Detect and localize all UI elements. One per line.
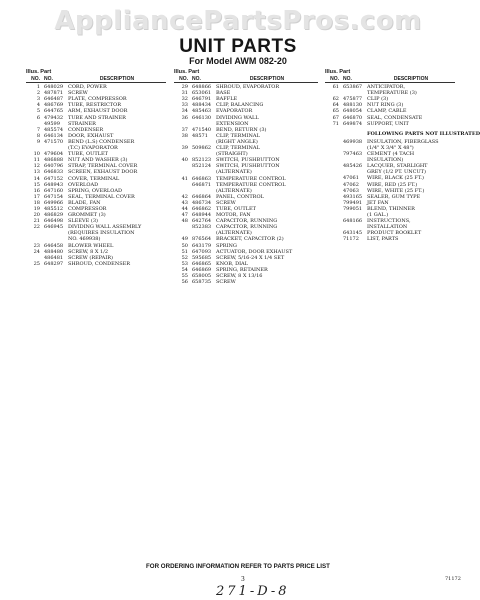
part-number: 479604 <box>44 151 64 158</box>
part-description: CORD, POWER <box>68 84 107 91</box>
parts-column-1 <box>26 69 166 267</box>
illus-number: 24 <box>33 248 40 255</box>
header-description: DESCRIPTION <box>99 75 135 82</box>
part-description: CLAMP, CABLE <box>367 108 407 115</box>
part-number: 649966 <box>44 199 64 206</box>
illus-number: 41 <box>181 175 188 182</box>
parts-list <box>26 84 166 267</box>
illus-number: 12 <box>33 163 40 170</box>
illus-number: 6 <box>36 114 40 121</box>
illus-number: 61 <box>332 84 339 91</box>
part-description: BLEND, THINNER <box>367 205 415 212</box>
page-number: 3 <box>241 576 245 583</box>
part-description: CONDENSER <box>68 126 104 133</box>
section-note <box>325 130 480 137</box>
part-number: 647154 <box>44 193 64 200</box>
illus-number: 3 <box>36 96 40 103</box>
part-number: 799051 <box>343 205 363 212</box>
illus-number: 40 <box>181 157 188 164</box>
part-number: 486888 <box>44 157 64 164</box>
part-number: 471540 <box>192 126 212 133</box>
illus-number: 67 <box>332 114 339 121</box>
part-number: 646862 <box>192 205 212 212</box>
part-number: 488130 <box>343 102 363 109</box>
illus-number: 50 <box>181 242 188 249</box>
column-header <box>174 76 318 84</box>
part-description: PLATE, COMPRESSOR <box>68 96 127 103</box>
illus-number: 44 <box>181 205 188 212</box>
part-number: 646945 <box>44 224 64 231</box>
part-number: 653061 <box>192 90 212 97</box>
part-row <box>325 121 455 127</box>
part-number: 47063 <box>343 187 359 194</box>
part-row <box>26 261 166 267</box>
part-number: 646869 <box>192 266 212 273</box>
part-description: NUT RING (3) <box>367 102 404 109</box>
part-number: 47062 <box>343 181 359 188</box>
part-number: 488480 <box>44 248 64 255</box>
part-number: 653867 <box>343 84 363 91</box>
part-number: 646130 <box>192 114 212 121</box>
illus-number: 7 <box>36 126 40 133</box>
part-description: SWITCH, PUSHBUTTON <box>216 157 280 164</box>
part-description: GROMMET (3) <box>68 212 106 219</box>
page-title: UNIT PARTS <box>179 36 297 57</box>
part-description: TEMPERATURE (3) <box>367 90 417 97</box>
part-description: WIRE, BLACK (25 FT.) <box>367 175 424 182</box>
ordering-note: FOR ORDERING INFORMATION REFER TO PARTS PRICE LIST <box>146 563 330 570</box>
illus-number: 52 <box>181 254 188 261</box>
part-description: SCREW <box>216 199 236 206</box>
part-description: (REQUIRES INSULATION <box>68 230 135 237</box>
illus-number: 1 <box>36 84 40 91</box>
illus-number <box>325 236 343 242</box>
part-number: 47061 <box>343 175 359 182</box>
illus-number: 71 <box>332 120 339 127</box>
illus-number: 20 <box>33 212 40 219</box>
part-number: 646134 <box>44 132 64 139</box>
part-number: 643179 <box>192 242 212 249</box>
illus-number: 25 <box>33 260 40 267</box>
part-description: BRACKET, CAPACITOR (2) <box>216 236 284 243</box>
illus-number <box>325 131 343 137</box>
part-description: SLEEVE (3) <box>68 218 98 225</box>
illus-number: 64 <box>332 102 339 109</box>
part-description: SCREW, 8 X 1/2 <box>68 248 109 255</box>
illus-number: 54 <box>181 266 188 273</box>
part-description: SHROUD, EVAPORATOR <box>216 84 280 91</box>
illus-number: 38 <box>181 132 188 139</box>
part-description: NUT AND WASHER (3) <box>68 157 128 164</box>
part-description: INSULATION) <box>367 157 404 164</box>
part-number: 642764 <box>192 218 212 225</box>
part-description: (ALTERNATE) <box>216 169 252 176</box>
part-description: BLOWER WHEEL <box>68 242 114 249</box>
illus-number: 55 <box>181 273 188 279</box>
part-description: CLIP, TERMINAL <box>216 145 260 152</box>
part-number: 648166 <box>343 218 363 225</box>
part-number: 649874 <box>343 120 363 127</box>
header-part-no: NO. <box>343 75 352 82</box>
part-number: 658005 <box>192 273 212 279</box>
part-description: (ALTERNATE) <box>216 230 252 237</box>
part-number: 486734 <box>192 199 212 206</box>
part-number: 471570 <box>44 138 64 145</box>
illus-number: 31 <box>181 90 188 97</box>
illus-number: 47 <box>181 212 188 219</box>
part-number: 852383 <box>192 224 212 231</box>
illus-number: 5 <box>36 108 40 115</box>
part-number: 486481 <box>44 254 64 261</box>
column-header-illus: Illus. Part <box>174 69 200 75</box>
part-number: 643145 <box>343 230 363 237</box>
header-no: NO. <box>179 75 188 82</box>
header-no: NO. <box>31 75 40 82</box>
part-description: SEAL, TERMINAL COVER <box>68 193 135 200</box>
part-number: 646863 <box>192 175 212 182</box>
part-description: SCREEN, EXHAUST DOOR <box>68 169 138 176</box>
part-description: TUBE AND STRAINER <box>68 114 126 121</box>
part-description: GREY (1/2 PT. UNCUT) <box>367 169 426 176</box>
part-description: COMPRESSOR <box>68 205 107 212</box>
header-description: DESCRIPTION <box>393 75 429 82</box>
part-row <box>325 236 455 242</box>
part-description: (T.C) EVAPORATOR <box>68 145 118 152</box>
part-number: 876564 <box>192 236 212 243</box>
illus-number: 19 <box>33 205 40 212</box>
part-description: SCREW, 5/16-24 X 1/4 SET <box>216 254 285 261</box>
watermark: AppliancePartsPros.com <box>54 6 422 36</box>
part-description: CLIP, BALANCING <box>216 102 264 109</box>
part-description: STRAINER <box>68 120 96 127</box>
part-description: ARM, EXHAUST DOOR <box>68 108 128 115</box>
illus-number: 48 <box>181 218 188 225</box>
column-header <box>26 76 166 84</box>
part-description: SCREW <box>216 279 236 286</box>
handwritten-note: 271-D-8 <box>216 584 290 599</box>
illus-number: 10 <box>33 151 40 158</box>
part-description: SCREW (REPAIR) <box>68 254 113 261</box>
illus-number: 17 <box>33 193 40 200</box>
part-number: 646864 <box>192 193 212 200</box>
part-description: INSTRUCTIONS, <box>367 218 411 225</box>
illus-number: 21 <box>33 218 40 225</box>
illus-number: 42 <box>181 193 188 200</box>
illus-number: 34 <box>181 108 188 115</box>
part-number: 646791 <box>192 96 212 103</box>
part-number: 48571 <box>192 132 208 139</box>
part-number: 646498 <box>44 218 64 225</box>
part-number: 799491 <box>343 199 363 206</box>
part-description: LACQUER, STARLIGHT <box>367 163 428 170</box>
illus-number: 65 <box>332 108 339 115</box>
part-description: JET FAN <box>367 199 389 206</box>
part-description: SEALER, GUM TYPE <box>367 193 421 200</box>
illus-number: 9 <box>36 138 40 145</box>
part-number: 648297 <box>44 260 64 267</box>
part-description: SHROUD, CONDENSER <box>68 260 131 267</box>
illus-number: 18 <box>33 199 40 206</box>
part-description: STRAP, TERMINAL COVER <box>68 163 138 170</box>
part-number: 647152 <box>44 175 64 182</box>
illus-number: 32 <box>181 96 188 103</box>
part-description: SWITCH, PUSHBUTTON <box>216 163 280 170</box>
part-number: 646458 <box>44 242 64 249</box>
part-number: 493165 <box>343 193 363 200</box>
part-description: (STRAIGHT) <box>216 151 248 158</box>
illus-number: 11 <box>33 157 40 164</box>
illus-number: 15 <box>33 181 40 188</box>
parts-column-2 <box>174 69 318 285</box>
part-description: BLADE, FAN <box>68 199 101 206</box>
illus-number: 51 <box>181 248 188 255</box>
part-number: 658735 <box>192 279 212 286</box>
part-number: 487871 <box>44 90 64 97</box>
part-description: OVERLOAD <box>68 181 99 188</box>
illus-number: 37 <box>181 126 188 133</box>
part-description: DIVIDING WALL ASSEMBLY <box>68 224 142 231</box>
part-number: 509862 <box>192 145 212 152</box>
part-description: INSTALLATION <box>367 224 408 231</box>
part-number: 486769 <box>44 102 64 109</box>
part-number: 646871 <box>192 181 212 188</box>
part-number: 486829 <box>44 212 64 219</box>
part-description: CLIP, TERMINAL <box>216 132 260 139</box>
part-description: SPRING, RETAINER <box>216 266 268 273</box>
part-description: (ALTERNATE) <box>216 187 252 194</box>
part-number: 647160 <box>44 187 64 194</box>
header-part-no: NO. <box>44 75 53 82</box>
part-number: 646865 <box>192 260 212 267</box>
illus-number: 39 <box>181 145 188 152</box>
parts-list <box>174 84 318 285</box>
header-description: DESCRIPTION <box>249 75 285 82</box>
part-description: SUPPORT, UNIT <box>367 120 409 127</box>
part-description: TUBE, OUTLET <box>216 205 257 212</box>
part-description: CEMENT (4 TACH <box>367 151 415 158</box>
part-row <box>174 279 318 285</box>
part-description: BASE <box>216 90 231 97</box>
part-description: ACTUATOR, DOOR EXHAUST <box>216 248 293 255</box>
part-number: 488434 <box>192 102 212 109</box>
part-description: EVAPORATOR <box>216 108 253 115</box>
illus-number: 23 <box>33 242 40 249</box>
illus-number: 36 <box>181 114 188 121</box>
part-number: 797463 <box>343 151 363 158</box>
part-description: BEND, RETURN (3) <box>216 126 267 133</box>
part-description: (1/4" X 3/4" X 48") <box>367 144 414 151</box>
part-number: 648943 <box>44 181 64 188</box>
part-number: 479432 <box>44 114 64 121</box>
part-description: SPRING <box>216 242 237 249</box>
part-number: 852124 <box>192 163 212 170</box>
part-description: SEAL, CONDENSATE <box>367 114 423 121</box>
part-number <box>343 131 367 137</box>
part-description: CAPACITOR, RUNNING <box>216 218 278 225</box>
part-number: 469938 <box>343 138 363 145</box>
part-number: 485463 <box>192 108 212 115</box>
part-description: TUBE, OUTLET <box>68 151 109 158</box>
part-number: 647093 <box>192 248 212 255</box>
illus-number: 16 <box>33 187 40 194</box>
part-number: 646870 <box>343 114 363 121</box>
part-description: WIRE, RED (25 FT.) <box>367 181 418 188</box>
illus-number: 14 <box>33 175 40 182</box>
part-description: TEMPERATURE CONTROL <box>216 175 286 182</box>
part-number: 595685 <box>192 254 212 261</box>
part-number: 475877 <box>343 96 363 103</box>
parts-list <box>325 84 480 243</box>
illus-number: 49 <box>181 236 188 243</box>
part-number: 485426 <box>343 163 363 170</box>
part-description: LIST, PARTS <box>367 236 399 243</box>
parts-column-3 <box>325 69 480 243</box>
column-header <box>325 76 455 84</box>
part-description: TUBE, RESTRICTOR <box>68 102 121 109</box>
part-description: COVER, TERMINAL <box>68 175 120 182</box>
illus-number: 13 <box>33 169 40 176</box>
part-description: TEMPERATURE CONTROL <box>216 181 286 188</box>
part-description: (1 GAL.) <box>367 211 389 218</box>
part-description: SCREW, 8 X 13/16 <box>216 273 263 279</box>
part-number: 640796 <box>44 163 64 170</box>
part-number: 646487 <box>44 96 64 103</box>
part-number: 485574 <box>44 126 64 133</box>
illus-number: 8 <box>36 132 40 139</box>
part-description: DIVIDING WALL <box>216 114 259 121</box>
header-part-no: NO. <box>192 75 201 82</box>
part-number: 485512 <box>44 205 64 212</box>
part-number: 648944 <box>192 212 212 219</box>
illus-number: 33 <box>181 102 188 109</box>
illus-number: 22 <box>33 224 40 231</box>
part-description: PANEL, CONTROL <box>216 193 264 200</box>
illus-number: 2 <box>36 90 40 97</box>
page-subtitle: For Model AWM 082-20 <box>189 56 287 66</box>
illus-number: 53 <box>181 260 188 267</box>
part-number: 852123 <box>192 157 212 164</box>
illus-number: 4 <box>36 102 40 109</box>
illus-number: 43 <box>181 199 188 206</box>
part-description: KNOB, DIAL <box>216 260 248 267</box>
column-header-illus: Illus. Part <box>26 69 52 75</box>
part-description: CAPACITOR, RUNNING <box>216 224 278 231</box>
page-code: 71172 <box>445 576 461 582</box>
part-description: (RIGHT ANGLE) <box>216 138 258 145</box>
column-header-illus: Illus. Part <box>325 69 351 75</box>
part-description: DOOR, EXHAUST <box>68 132 114 139</box>
part-description: BEND (L.S) CONDENSER <box>68 138 135 145</box>
part-number: 648054 <box>343 108 363 115</box>
part-description: SPRING, OVERLOAD <box>68 187 122 194</box>
part-description: ANTICIPATOR, <box>367 84 406 91</box>
part-description: WIRE, WHITE (25 FT.) <box>367 187 425 194</box>
part-number: 648866 <box>192 84 212 91</box>
part-number: 648029 <box>44 84 64 91</box>
part-number: 71172 <box>343 236 359 243</box>
part-number: 644765 <box>44 108 64 115</box>
part-description: CLIP (3) <box>367 96 389 103</box>
part-description: EXTENSION <box>216 120 249 127</box>
part-number: 646833 <box>44 169 64 176</box>
illus-number: 62 <box>332 96 339 103</box>
illus-number: 29 <box>181 84 188 91</box>
part-description: INSULATION, FIBERGLASS <box>367 138 439 145</box>
part-description: FOLLOWING PARTS NOT ILLUSTRATED <box>367 130 480 137</box>
header-no: NO. <box>330 75 339 82</box>
part-description: MOTOR, FAN <box>216 212 251 219</box>
part-description: SCREW <box>68 90 88 97</box>
part-description: NO. 469938) <box>68 236 101 243</box>
part-number: 49599 <box>44 120 60 127</box>
illus-number: 56 <box>181 279 188 286</box>
part-description: PRODUCT BOOKLET <box>367 230 422 237</box>
part-description: BAFFLE <box>216 96 238 103</box>
